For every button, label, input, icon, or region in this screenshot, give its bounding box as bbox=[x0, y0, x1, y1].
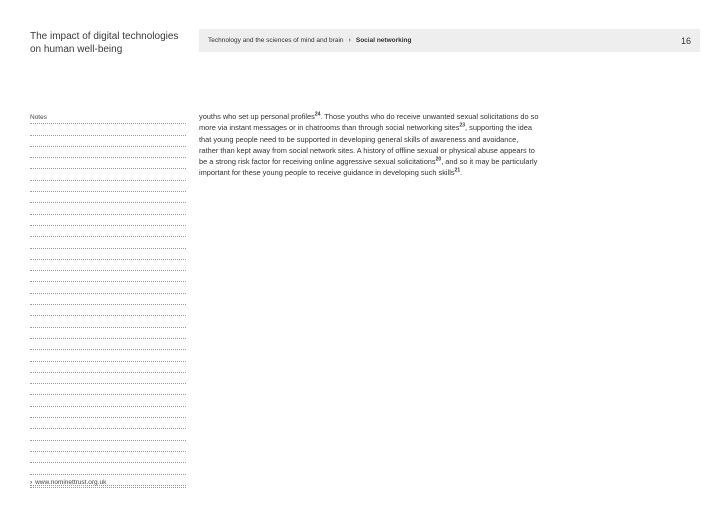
arrow-right-icon: › bbox=[30, 479, 33, 486]
notes-line bbox=[30, 339, 186, 350]
notes-line bbox=[30, 384, 186, 395]
notes-line bbox=[30, 226, 186, 237]
body-text-segment: youths who set up personal profiles bbox=[199, 112, 315, 121]
document-title-line-2: on human well-being bbox=[30, 44, 123, 55]
notes-label: Notes bbox=[30, 114, 47, 121]
notes-line bbox=[30, 452, 186, 463]
notes-line bbox=[30, 373, 186, 384]
notes-line bbox=[30, 305, 186, 316]
notes-line bbox=[30, 282, 186, 293]
notes-line bbox=[30, 237, 186, 248]
notes-line bbox=[30, 147, 186, 158]
notes-line bbox=[30, 113, 186, 124]
body-paragraph bbox=[199, 111, 539, 179]
notes-line bbox=[30, 429, 186, 440]
notes-line bbox=[30, 350, 186, 361]
notes-line bbox=[30, 407, 186, 418]
notes-line bbox=[30, 124, 186, 135]
breadcrumb-section[interactable]: Technology and the sciences of mind and brain bbox=[208, 37, 344, 44]
notes-line bbox=[30, 215, 186, 226]
footnote-ref[interactable]: 23 bbox=[459, 122, 466, 129]
body-text-segment: , and so it may be particularly important for these young people to receive guidance in developing such skills bbox=[199, 157, 538, 178]
notes-line bbox=[30, 316, 186, 327]
notes-line bbox=[30, 418, 186, 429]
notes-line bbox=[30, 158, 186, 169]
breadcrumb-separator-icon: › bbox=[348, 37, 351, 44]
notes-line bbox=[30, 395, 186, 406]
notes-line bbox=[30, 192, 186, 203]
notes-line bbox=[30, 181, 186, 192]
notes-line bbox=[30, 362, 186, 373]
notes-line bbox=[30, 271, 186, 282]
body-text-segment: . bbox=[460, 168, 463, 178]
body-text-segment: . Those youths who do receive unwanted sexual solicitations do so more via instant messages or in chatrooms than through social networking sites bbox=[199, 112, 539, 133]
footnote-ref[interactable]: 21 bbox=[454, 168, 461, 175]
website-link[interactable] bbox=[30, 478, 186, 488]
notes-area bbox=[30, 113, 186, 486]
document-title bbox=[30, 30, 180, 56]
body-text-segment: , supporting the idea that young people need to be supported in developing general skills of awareness and avoidance, rather than kept away from social network sites. A history of offline sexual or physical abuse appears to be a strong risk factor for receiving online aggressive sexual solicitations bbox=[199, 123, 535, 167]
notes-line bbox=[30, 169, 186, 180]
website-url[interactable]: www.nominettrust.org.uk bbox=[35, 479, 107, 486]
notes-line bbox=[30, 441, 186, 452]
breadcrumb-current: Social networking bbox=[355, 37, 412, 44]
notes-line bbox=[30, 260, 186, 271]
section-header-bar bbox=[199, 29, 700, 52]
footnote-ref[interactable]: 24 bbox=[314, 111, 321, 118]
notes-line bbox=[30, 463, 186, 474]
page-number: 16 bbox=[680, 35, 691, 46]
footnote-ref[interactable]: 20 bbox=[435, 156, 442, 163]
notes-line bbox=[30, 203, 186, 214]
notes-line bbox=[30, 136, 186, 147]
notes-line bbox=[30, 328, 186, 339]
notes-line bbox=[30, 249, 186, 260]
document-title-line-1: The impact of digital technologies bbox=[30, 31, 179, 42]
notes-line bbox=[30, 294, 186, 305]
